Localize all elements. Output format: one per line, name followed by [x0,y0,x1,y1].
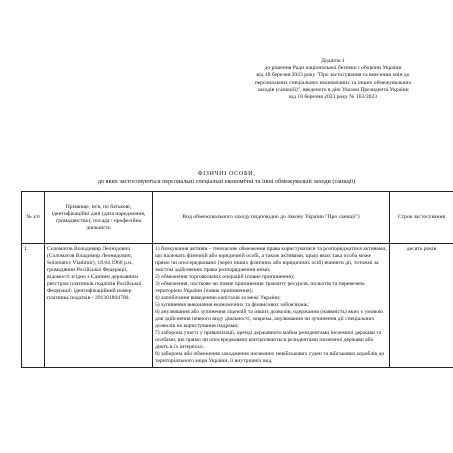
annex-line: від 18 березня 2023 року "Про застосування та внесення змін до [256,72,410,79]
title-subheading: до яких застосовуються персональні спеціальні економічні та інші обмежувальні заходи (санкції) [97,178,356,185]
measure-item: 2) обмеження торговельних операцій (повне припинення); [155,274,295,280]
row-measures [153,244,390,368]
annex-header [226,58,440,101]
header-person: Прізвище, ім'я, по батькові, ідентифікаційні дані (дата народження, громадянство), посада / професійна діяльність [45,192,153,244]
title-heading: ФІЗИЧНІ ОСОБИ, [197,170,256,177]
header-term: Строк застосування [390,192,453,244]
row-number: 1. [22,244,45,368]
measure-item: 5) зупинення виконання економічних та фінансових зобов'язань; [155,302,309,308]
measure-item: 3) обмеження, часткове чи повне припинення транзиту ресурсів, польотів та перевезень територією України (повне припинення); [155,281,365,294]
row-term: десять років [390,244,453,368]
measure-item: 7) заборона участі у приватизації, оренді державного майна резидентами іноземної держави та особами, які прямо чи опосередковано контролюються резидентами іноземної держави або діють в їх інтересах; [155,330,382,350]
annex-number: Додаток 1 [321,58,345,64]
annex-line: персональних спеціальних економічних та інших обмежувальних [254,79,412,86]
measure-item: 4) запобігання виведенню капіталів за межі України; [155,295,281,301]
annex-line: до рішення Ради національної безпеки і оборони України [264,65,402,72]
table-row [22,244,453,368]
header-number: № з/п [22,192,45,244]
table-header-row [22,192,453,244]
measure-item: 6) анулювання або зупинення ліцензій та інших дозволів, одержання (наявність) яких є умовою для здійснення певного виду діяльності, зокрема, анулювання чи зупинення дії спеціальних дозволів на користування надрами; [155,309,384,329]
annex-line: від 18 березня 2023 року № 163/2023 [288,94,378,101]
document-title [40,170,413,186]
sanctions-table [21,191,453,368]
row-person: Соломатов Володимир Леонідович (Соломатов Владимир Леонидович, Solomatov Vladimir), 18.04.1960 р.н., громадянин Російської Федерації, відомості згідно з Єдиним державним реєстром платників податків Російської Федерації: ідентифікаційний номер платника податків - 391301804700. [45,244,153,368]
annex-line: заходів (санкцій)", введеного в дію Указом Президента України [257,86,409,93]
measure-item: 8) заборона або обмеження заходження іноземних невійськових суден та військових кораблів до територіального моря України, її внутрішніх вод, [155,351,385,364]
measure-item: 1) блокування активів – тимчасове обмеження права користуватися та розпоряджатися активами, що належать фізичній або юридичній особі, а також активами, щодо яких така особа може прямо чи опосередковано (через інших фізичних або юридичних осіб) вчиняти дії, тотожні за змістом здійсненню права розпорядження ними; [155,246,387,273]
header-measure: Вид обмежувального заходу (відповідно до Закону України "Про санкції") [153,192,390,244]
